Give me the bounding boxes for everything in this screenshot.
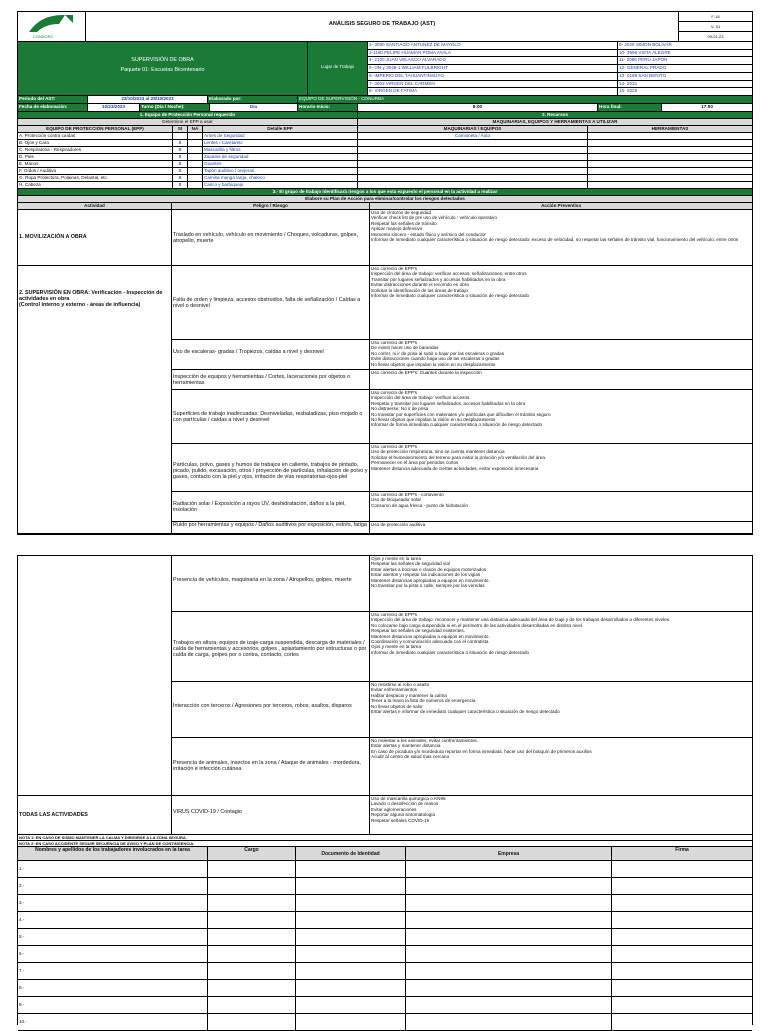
recursos-col-herramientas: HERRAMIENTAS (588, 126, 752, 133)
accion-cell: Uso correcto de EPP's Inspección del área de trabajo: reconocer y mantener una distancia adecuada del área de izaje y de los trabajos desarrollados a diferentes niveles. No colocarse bajo carga suspendida ni en el perímetro de las actividades desarrolladas en distinto nivel. Respetar las señales de seguridad existentes. Mantener distancias apropiadas a equipos en movimiento. Coordinación y comunicación adecuada con el contratista Ojos y mente en la tarea Informar de inmediato cualquier característica o situación de riesgo detectado (370, 612, 752, 682)
recurso-herramienta (588, 154, 752, 161)
recurso-herramienta (588, 147, 752, 154)
epp-na-mark[interactable] (188, 140, 203, 147)
accion-cell: Uso de protección auditiva (370, 522, 752, 534)
epp-detalle: Casco y barbiquejo (203, 182, 358, 189)
accion-cell: Uso correcto de EPP's Uso de protección respiratoria, sino se cuenta mantener distancia Solicitar el humedecimiento del terreno para evitar la polución y/o ventilación del área. Permanecer en el área por periodos cortos Mantener distancia adecuada de ciertas actividades, evitar exposición innecesaria (370, 444, 752, 492)
recurso-maquinaria (358, 175, 588, 182)
trabajador-nombre-field[interactable]: 2.- (18, 878, 208, 895)
peligro-cell: Partículas, polvo, gases y humos de trabajos en caliente, trabajos de pintado, picado, pulido, excavación, otros / proyección de partículas, inhalación de polvo y gases, contacto con la piel y ojos, irritación de vías respiratorias-ojos-piel (172, 444, 370, 492)
riesgos-col-actividad: Actividad (18, 203, 172, 210)
trabajador-cargo-field[interactable] (208, 1014, 296, 1031)
epp-detalle: Arnes de Seguridad (203, 133, 358, 140)
trabajador-nombre-field[interactable]: 8.- (18, 980, 208, 997)
epp-col-na: NA (188, 126, 203, 133)
trabajador-firma-field[interactable] (612, 946, 752, 963)
doc-code: F-18 (679, 12, 752, 22)
peligro-cell: VIRUS COVID-19 / Contagio (172, 796, 370, 835)
recurso-herramienta (588, 133, 752, 140)
logo-text: CONSORC (33, 34, 54, 39)
trabajador-documento-field[interactable] (296, 997, 406, 1014)
doc-date: 09-01-23 (679, 32, 752, 42)
trabajador-nombre-field[interactable]: 6.- (18, 946, 208, 963)
trab-col-empresa: Empresa (406, 847, 612, 861)
accion-cell: Uso correcto de EPP's - cortaviento Uso de bloqueador solar Consumo de agua fresca - punto de hidratación (370, 492, 752, 522)
trabajador-empresa-field[interactable] (406, 946, 612, 963)
paquete-label: Paquete 01: Escuelas Bicentenario (120, 67, 205, 74)
fecha-value: 10/23/2023 (88, 104, 140, 112)
recurso-maquinaria (358, 140, 588, 147)
peligro-cell: Interacción con terceros / Agresiones por terceros, robos, asaltos, disparos (172, 682, 370, 738)
recurso-herramienta (588, 182, 752, 189)
school-item: 10- 3698 VISTA ALEGRE (618, 50, 752, 58)
epp-section-title: 1. Equipo de Protección Personal requerido (18, 112, 358, 119)
epp-item: A. Protección contra caídas (18, 133, 173, 140)
recurso-maquinaria (358, 161, 588, 168)
supervision-title: SUPERVISIÓN DE OBRA (131, 57, 194, 63)
recursos-section-title: 2. Recursos (358, 112, 752, 119)
ast-sheet-page-1 (17, 11, 753, 535)
accion-cell: No resistirse al robo o asalto Evitar enfrentamientos Hablar despacio y mantener la calma Tener a la mano la lista de números de emergencia No llevar objetos de valor Estar alertas e informar de inmediato cualquier característica o situación de riesgo detectado (370, 682, 752, 738)
epp-col-si: SI (173, 126, 188, 133)
epp-si-mark[interactable]: X (173, 147, 188, 154)
trab-col-documento: Documento de Identidad (296, 847, 406, 861)
epp-na-mark[interactable] (188, 133, 203, 140)
fecha-label: Fecha de elaboración: (18, 104, 88, 112)
recurso-maquinaria (358, 182, 588, 189)
hora-final-label: Hora final: (598, 104, 662, 112)
elaborado-value: EQUIPO DE SUPERVISIÓN - CONURBA (298, 96, 752, 104)
school-item: 9- 2029 SIMÓN BOLIVAR (618, 42, 752, 50)
trabajador-documento-field[interactable] (296, 861, 406, 878)
trabajador-empresa-field[interactable] (406, 980, 612, 997)
riesgos-subtitle: Elabore su Plan de Acción para eliminar/controlar los riesgos detectados (18, 196, 752, 203)
hora-inicio-label: Horario Inicio: (298, 104, 358, 112)
epp-detalle: Lentes / Careta/etc (203, 140, 358, 147)
actividad-cell (18, 556, 172, 796)
recurso-maquinaria (358, 168, 588, 175)
elaborado-label: Elaborado por: (208, 96, 298, 104)
peligro-cell: Inspección de equipos y herramientas / Cortes, laceraciones por objetos o herramientas (172, 370, 370, 390)
trab-col-cargo: Cargo (208, 847, 296, 861)
trabajador-documento-field[interactable] (296, 946, 406, 963)
accion-cell: Uso correcto de EPP's Inspección del área de trabajo: verificar accesos. Respetar y transitar por lugares señalizados, accesos habilitados en la obra No distraerse: No ir de prisa No transitar por superficies con materiales y/o partículas que dificulten el tránsito seguro No llevar objetos que impidan la visión en su desplazamiento Informar de forma inmediata cualquier característica o situación de riesgo detectado (370, 390, 752, 444)
nota-1: NOTA 1: EN CASO DE SISMO MANTENER LA CALMA Y DIRIGIRSE A LA ZONA SEGURA. (18, 835, 752, 841)
epp-subtitle: Determine el EPP a usar (18, 119, 358, 126)
epp-si-mark[interactable]: X (173, 161, 188, 168)
school-item: 11- 2086 PERÚ JAPÓN (618, 57, 752, 65)
recurso-herramienta (588, 161, 752, 168)
actividad-cell: 2. SUPERVISIÓN EN OBRA: Verificación - Inspección de actividades en obra (Control interno y externo - áreas de influencia) (18, 266, 172, 534)
hora-final-value: 17:00 (662, 104, 752, 112)
peligro-cell: Traslado en vehículo, vehículo en movimiento / Choques, volcaduras, golpes, atropello, muerte (172, 210, 370, 266)
trabajador-nombre-field[interactable]: 4.- (18, 912, 208, 929)
epp-na-mark[interactable] (188, 182, 203, 189)
trabajador-firma-field[interactable] (612, 997, 752, 1014)
riesgos-col-peligro: Peligro / Riesgo (172, 203, 370, 210)
peligro-cell: Superficies de trabajo inadecuadas: Desniveladas, resbaladizas, piso mojado o con partículas / caídas a nivel y desnivel (172, 390, 370, 444)
trabajador-documento-field[interactable] (296, 929, 406, 946)
trabajador-cargo-field[interactable] (208, 980, 296, 997)
trabajador-firma-field[interactable] (612, 980, 752, 997)
school-item: 3-1180 FELIPE HUAMAN POMA AYALA (368, 50, 618, 58)
periodo-value: 23/10/2023 al 28/10/2023 (88, 96, 208, 104)
school-item: 15- 2026 (618, 88, 752, 96)
trabajador-empresa-field[interactable] (406, 929, 612, 946)
school-item: 13- 0198 SAN BENITO (618, 73, 752, 81)
trabajador-nombre-field[interactable]: 7.- (18, 963, 208, 980)
epp-na-mark[interactable] (188, 175, 203, 182)
trabajador-documento-field[interactable] (296, 912, 406, 929)
epp-detalle: Zapatos de seguridad (203, 154, 358, 161)
trabajador-documento-field[interactable] (296, 963, 406, 980)
lugar-label: Lugar de Trabajo (308, 42, 368, 96)
epp-item: B. Ojos y Cara (18, 140, 173, 147)
school-item: 7- 3003 VIRGEN DEL CARMEN (368, 81, 618, 89)
actividad-cell: 1. MOVILIZACIÓN A OBRA (18, 210, 172, 266)
school-item: 5- ON y 3046-1 WILLIAM FULBRIGHT (368, 65, 618, 73)
epp-detalle: Camisa manga larga, chaleco (203, 175, 358, 182)
document-title: ANÁLISIS SEGURO DE TRABAJO (AST) (86, 12, 679, 42)
trabajador-firma-field[interactable] (612, 1014, 752, 1031)
accion-cell: Uso correcto de EPP's Inspección del área de trabajo: verificar accesos, señalizaciones, entre otros Transitar por lugares señalizados y accesos habilitados en la obra Evitar distracciones durante el recorrido en obra Solicitar la identificación de las áreas de trabajo Informar de inmediato cualquier característica o situación de riesgo detectado (370, 266, 752, 340)
school-item: 12- GENERAL PRADO (618, 65, 752, 73)
recurso-herramienta (588, 140, 752, 147)
accion-cell: Uso correcto de EPP's: Guantes durante la inspección (370, 370, 752, 390)
epp-item: D. Pies (18, 154, 173, 161)
peligro-cell: Falta de orden y limpieza, accesos obstruidos, falta de señalización / Caídas a nivel o desnivel (172, 266, 370, 340)
school-item: 6- IMPERIO DEL TAHUANTINSUYO (368, 73, 618, 81)
peligro-cell: Uso de escaleras- gradas / Tropiezos, caídas a nivel y desnivel (172, 340, 370, 370)
epp-na-mark[interactable] (188, 161, 203, 168)
epp-detalle: Mascarilla y filtros (203, 147, 358, 154)
accion-cell: Uso correcto de EPP's De existir hacer uso de barandas No correr, ni ir de prisa al subir o bajar por las escaleras o gradas Evite distracciones cuando haga uso de las escaleras o gradas No llevar objetos que impidan la visión en su desplazamiento (370, 340, 752, 370)
school-item: 2- 3090 SANTIAGO ANTUNEZ DE MAYOLO (368, 42, 618, 50)
school-item: 8- VIRGEN DE FATIMA (368, 88, 618, 96)
epp-detalle: Tapón auditivo / orejeras (203, 168, 358, 175)
trabajador-documento-field[interactable] (296, 1014, 406, 1031)
recurso-maquinaria: Camioneta / Auto (358, 133, 588, 140)
trabajador-firma-field[interactable] (612, 912, 752, 929)
peligro-cell: Ruido por herramientas y equipos / Daños auditivos por exposición, estrés, fatiga (172, 522, 370, 534)
trabajador-firma-field[interactable] (612, 929, 752, 946)
trabajador-nombre-field[interactable]: 1.- (18, 861, 208, 878)
trabajador-empresa-field[interactable] (406, 1014, 612, 1031)
trabajador-cargo-field[interactable] (208, 946, 296, 963)
trabajador-nombre-field[interactable]: 3.- (18, 895, 208, 912)
peligro-cell: Presencia de vehículos, maquinaria en la zona / Atropellos, golpes, muerte (172, 556, 370, 612)
epp-item: G. Ropa Protectora, Polainas, Delantal, etc. (18, 175, 173, 182)
trab-col-firma: Firma (612, 847, 752, 861)
epp-detalle: Guantes (203, 161, 358, 168)
trabajador-cargo-field[interactable] (208, 878, 296, 895)
periodo-label: Periodo del AST: (18, 96, 88, 104)
trabajador-empresa-field[interactable] (406, 997, 612, 1014)
trabajador-cargo-field[interactable] (208, 912, 296, 929)
accion-cell: Uso de mascarilla quirúrgica o KN95 Lavado o desinfección de manos Evitar aglomeraciones Reportar alguna sintomatología Respetar señales COVID-19 (370, 796, 752, 835)
nota-2: NOTA 2: EN CASO ACCIDENTE SEGUIR SECUENCIA DE AVISO Y PLAN DE CONTINGENCIA. (18, 841, 752, 847)
hora-inicio-value: 8:00 (358, 104, 598, 112)
trabajador-documento-field[interactable] (296, 895, 406, 912)
company-logo-icon (19, 12, 85, 40)
epp-si-mark[interactable]: X (173, 182, 188, 189)
trabajador-firma-field[interactable] (612, 963, 752, 980)
supervision-box (18, 42, 308, 96)
doc-version: V- 01 (679, 22, 752, 32)
riesgos-col-accion: Acción Preventiva (370, 203, 752, 210)
trabajador-cargo-field[interactable] (208, 861, 296, 878)
epp-si-mark[interactable] (173, 133, 188, 140)
epp-item: C. Respiratoria - Respiradores (18, 147, 173, 154)
trabajador-empresa-field[interactable] (406, 912, 612, 929)
recurso-maquinaria (358, 147, 588, 154)
recurso-herramienta (588, 168, 752, 175)
turno-value: Día (210, 104, 298, 112)
epp-si-mark[interactable]: X (173, 140, 188, 147)
peligro-cell: Presencia de animales, insectos en la zona / Ataque de animales - mordedura, irritación e infección cutánea (172, 738, 370, 796)
trabajador-documento-field[interactable] (296, 980, 406, 997)
turno-label: Turno (Día / Noche): (140, 104, 210, 112)
epp-item: H. Cabeza (18, 182, 173, 189)
trabajador-cargo-field[interactable] (208, 895, 296, 912)
trabajador-nombre-field[interactable]: 10.- (18, 1014, 208, 1031)
epp-item: F. Oídos / Auditiva (18, 168, 173, 175)
epp-si-mark[interactable]: X (173, 154, 188, 161)
epp-na-mark[interactable] (188, 147, 203, 154)
actividad-cell: TODAS LAS ACTIVIDADES (18, 796, 172, 835)
logo-box (18, 12, 86, 42)
trabajador-cargo-field[interactable] (208, 929, 296, 946)
trabajador-empresa-field[interactable] (406, 861, 612, 878)
recurso-maquinaria (358, 154, 588, 161)
epp-col-equipo: EQUIPO DE PROTECCIÓN PERSONAL (EPP) (18, 126, 173, 133)
trabajador-firma-field[interactable] (612, 861, 752, 878)
trabajador-cargo-field[interactable] (208, 997, 296, 1014)
trabajador-documento-field[interactable] (296, 878, 406, 895)
accion-cell: Uso de cinturón de seguridad Verificar check list de pre uso de vehículo - vehículo operativo Respetar las señales de tránsito Aplicar manejo defensivo Momento sincero - estado físico y anímico del conductor Informar de inmediato cualquier característica o situación de riesgo detectado: exceso de velocidad, no respetar las señales de tránsito vial, funcionamiento del vehículo, entre otros (370, 210, 752, 266)
recursos-subtitle: MAQUINARIAS, EQUIPOS Y HERRAMIENTAS A UTILIZAR (358, 119, 752, 126)
epp-na-mark[interactable] (188, 154, 203, 161)
recursos-col-maquinarias: MAQUINARIAS / EQUIPOS (358, 126, 588, 133)
trabajador-empresa-field[interactable] (406, 895, 612, 912)
trabajador-firma-field[interactable] (612, 895, 752, 912)
peligro-cell: Radiación solar / Exposición a rayos UV, deshidratación, daños a la piel, insolación (172, 492, 370, 522)
epp-si-mark[interactable]: X (173, 168, 188, 175)
trabajador-empresa-field[interactable] (406, 878, 612, 895)
trabajador-empresa-field[interactable] (406, 963, 612, 980)
trabajador-nombre-field[interactable]: 9.- (18, 997, 208, 1014)
trabajador-nombre-field[interactable]: 5.- (18, 929, 208, 946)
ast-sheet-page-2 (17, 555, 753, 1025)
recurso-herramienta (588, 175, 752, 182)
trab-col-nombres: Nombres y apellidos de los trabajadores involucrados en la tarea (18, 847, 208, 861)
trabajador-firma-field[interactable] (612, 878, 752, 895)
school-item: 14- 2031 (618, 81, 752, 89)
epp-item: E. Manos (18, 161, 173, 168)
epp-col-detalle: Detalle EPP (203, 126, 358, 133)
peligro-cell: Trabajos en altura, equipos de izaje-carga suspendida, descarga de materiales / caída de herramientas y accesorios, golpes , aplastamiento por estructuras o por caída de carga, golpes por o contra, contacto, cortes (172, 612, 370, 682)
school-item: 4- 2100 JUAN VELASCO ALVARADO (368, 57, 618, 65)
trabajador-cargo-field[interactable] (208, 963, 296, 980)
accion-cell: Ojos y mente en la tarea Respetar las señales de seguridad vial Estar alertas a bocinas o claxon de equipos motorizados Estar atentos y respetar las indicaciones de los vigías Mantener distancias apropiadas a equipos en movimiento. No transitar por la pista o calle, siempre por las veredas (370, 556, 752, 612)
riesgos-section-title: 3.- El grupo de trabajo identificará riesgos a los que esta expuesto el personal en la actividad a realizar (18, 189, 752, 196)
epp-si-mark[interactable]: X (173, 175, 188, 182)
accion-cell: No molestar a los animales, evitar confrontamientos. Estar alertas y mantener distancia En caso de picadura y/o mordedura reportar en forma inmediata, hacer uso del botiquín de primeros auxilios Acudir al centro de salud mas cercano (370, 738, 752, 796)
epp-na-mark[interactable] (188, 168, 203, 175)
